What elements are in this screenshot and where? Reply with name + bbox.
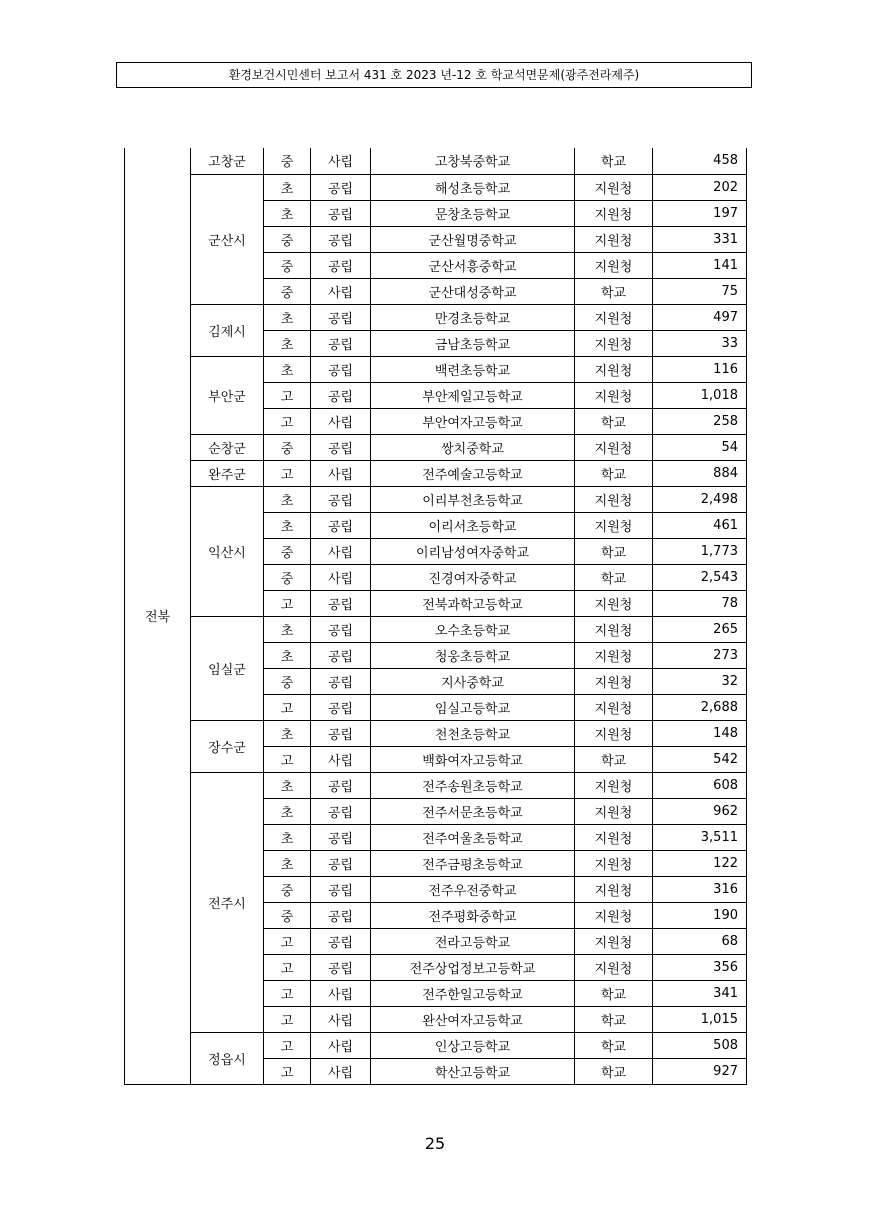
level-cell: 고: [264, 746, 311, 772]
quantity-cell: 141: [653, 252, 747, 278]
quantity-cell: 68: [653, 928, 747, 954]
type-cell: 공립: [311, 694, 371, 720]
type-cell: 공립: [311, 720, 371, 746]
quantity-cell: 54: [653, 434, 747, 460]
authority-cell: 학교: [575, 746, 653, 772]
level-cell: 고: [264, 408, 311, 434]
type-cell: 공립: [311, 772, 371, 798]
school-name-cell: 부안제일고등학교: [371, 382, 575, 408]
school-name-cell: 청웅초등학교: [371, 642, 575, 668]
quantity-cell: 1,018: [653, 382, 747, 408]
type-cell: 사립: [311, 1058, 371, 1084]
quantity-cell: 316: [653, 876, 747, 902]
school-name-cell: 군산서흥중학교: [371, 252, 575, 278]
school-name-cell: 부안여자고등학교: [371, 408, 575, 434]
level-cell: 고: [264, 590, 311, 616]
quantity-cell: 542: [653, 746, 747, 772]
school-name-cell: 전주예술고등학교: [371, 460, 575, 486]
type-cell: 사립: [311, 980, 371, 1006]
school-name-cell: 전주송원초등학교: [371, 772, 575, 798]
authority-cell: 지원청: [575, 174, 653, 200]
level-cell: 중: [264, 564, 311, 590]
school-name-cell: 군산월명중학교: [371, 226, 575, 252]
authority-cell: 학교: [575, 460, 653, 486]
authority-cell: 학교: [575, 564, 653, 590]
type-cell: 공립: [311, 902, 371, 928]
authority-cell: 지원청: [575, 876, 653, 902]
level-cell: 초: [264, 720, 311, 746]
quantity-cell: 331: [653, 226, 747, 252]
type-cell: 공립: [311, 668, 371, 694]
table-row: [125, 148, 747, 174]
quantity-cell: 265: [653, 616, 747, 642]
report-header: [116, 62, 752, 88]
authority-cell: 학교: [575, 408, 653, 434]
authority-cell: 지원청: [575, 382, 653, 408]
county-cell: 고창군: [191, 148, 264, 174]
table-row: [125, 460, 747, 486]
authority-cell: 지원청: [575, 772, 653, 798]
authority-cell: 지원청: [575, 928, 653, 954]
type-cell: 공립: [311, 642, 371, 668]
school-name-cell: 해성초등학교: [371, 174, 575, 200]
level-cell: 중: [264, 226, 311, 252]
county-cell: 군산시: [191, 174, 264, 304]
type-cell: 공립: [311, 226, 371, 252]
type-cell: 사립: [311, 564, 371, 590]
level-cell: 고: [264, 694, 311, 720]
level-cell: 고: [264, 928, 311, 954]
authority-cell: 지원청: [575, 252, 653, 278]
authority-cell: 학교: [575, 1032, 653, 1058]
type-cell: 공립: [311, 174, 371, 200]
school-name-cell: 임실고등학교: [371, 694, 575, 720]
level-cell: 고: [264, 1006, 311, 1032]
school-name-cell: 백화여자고등학교: [371, 746, 575, 772]
school-name-cell: 전주한일고등학교: [371, 980, 575, 1006]
type-cell: 공립: [311, 616, 371, 642]
quantity-cell: 608: [653, 772, 747, 798]
school-name-cell: 전라고등학교: [371, 928, 575, 954]
school-name-cell: 이리부천초등학교: [371, 486, 575, 512]
school-name-cell: 오수초등학교: [371, 616, 575, 642]
type-cell: 공립: [311, 954, 371, 980]
county-cell: 정읍시: [191, 1032, 264, 1084]
level-cell: 중: [264, 278, 311, 304]
authority-cell: 지원청: [575, 824, 653, 850]
region-cell: 전북: [125, 148, 191, 1084]
authority-cell: 지원청: [575, 668, 653, 694]
school-name-cell: 전주금평초등학교: [371, 850, 575, 876]
quantity-cell: 122: [653, 850, 747, 876]
type-cell: 공립: [311, 798, 371, 824]
school-name-cell: 문창초등학교: [371, 200, 575, 226]
level-cell: 초: [264, 512, 311, 538]
quantity-cell: 1,015: [653, 1006, 747, 1032]
quantity-cell: 1,773: [653, 538, 747, 564]
quantity-cell: 356: [653, 954, 747, 980]
type-cell: 사립: [311, 460, 371, 486]
school-name-cell: 전주우전중학교: [371, 876, 575, 902]
authority-cell: 지원청: [575, 902, 653, 928]
authority-cell: 지원청: [575, 694, 653, 720]
type-cell: 공립: [311, 928, 371, 954]
level-cell: 초: [264, 642, 311, 668]
level-cell: 중: [264, 252, 311, 278]
level-cell: 중: [264, 434, 311, 460]
county-cell: 김제시: [191, 304, 264, 356]
level-cell: 초: [264, 824, 311, 850]
authority-cell: 지원청: [575, 850, 653, 876]
type-cell: 사립: [311, 148, 371, 174]
county-cell: 완주군: [191, 460, 264, 486]
school-name-cell: 백련초등학교: [371, 356, 575, 382]
quantity-cell: 33: [653, 330, 747, 356]
table-row: [125, 174, 747, 200]
quantity-cell: 78: [653, 590, 747, 616]
school-name-cell: 만경초등학교: [371, 304, 575, 330]
level-cell: 고: [264, 1032, 311, 1058]
table-row: [125, 772, 747, 798]
level-cell: 고: [264, 980, 311, 1006]
authority-cell: 지원청: [575, 720, 653, 746]
level-cell: 중: [264, 668, 311, 694]
quantity-cell: 2,543: [653, 564, 747, 590]
school-name-cell: 전주평화중학교: [371, 902, 575, 928]
type-cell: 사립: [311, 278, 371, 304]
type-cell: 공립: [311, 876, 371, 902]
authority-cell: 지원청: [575, 486, 653, 512]
county-cell: 장수군: [191, 720, 264, 772]
type-cell: 공립: [311, 304, 371, 330]
quantity-cell: 273: [653, 642, 747, 668]
level-cell: 초: [264, 772, 311, 798]
authority-cell: 학교: [575, 278, 653, 304]
authority-cell: 지원청: [575, 512, 653, 538]
authority-cell: 학교: [575, 538, 653, 564]
county-cell: 임실군: [191, 616, 264, 720]
quantity-cell: 75: [653, 278, 747, 304]
authority-cell: 지원청: [575, 304, 653, 330]
authority-cell: 지원청: [575, 330, 653, 356]
type-cell: 공립: [311, 200, 371, 226]
school-asbestos-table: [124, 148, 747, 1085]
quantity-cell: 148: [653, 720, 747, 746]
type-cell: 사립: [311, 746, 371, 772]
type-cell: 공립: [311, 824, 371, 850]
level-cell: 초: [264, 798, 311, 824]
authority-cell: 학교: [575, 148, 653, 174]
table-row: [125, 486, 747, 512]
type-cell: 공립: [311, 434, 371, 460]
quantity-cell: 497: [653, 304, 747, 330]
quantity-cell: 508: [653, 1032, 747, 1058]
type-cell: 공립: [311, 356, 371, 382]
quantity-cell: 2,498: [653, 486, 747, 512]
authority-cell: 지원청: [575, 798, 653, 824]
quantity-cell: 116: [653, 356, 747, 382]
authority-cell: 지원청: [575, 642, 653, 668]
level-cell: 중: [264, 902, 311, 928]
table-row: [125, 720, 747, 746]
level-cell: 고: [264, 954, 311, 980]
school-name-cell: 이리남성여자중학교: [371, 538, 575, 564]
school-name-cell: 진경여자중학교: [371, 564, 575, 590]
type-cell: 사립: [311, 538, 371, 564]
quantity-cell: 962: [653, 798, 747, 824]
quantity-cell: 3,511: [653, 824, 747, 850]
level-cell: 고: [264, 460, 311, 486]
authority-cell: 학교: [575, 1006, 653, 1032]
school-name-cell: 학산고등학교: [371, 1058, 575, 1084]
authority-cell: 지원청: [575, 200, 653, 226]
quantity-cell: 2,688: [653, 694, 747, 720]
authority-cell: 지원청: [575, 590, 653, 616]
school-name-cell: 군산대성중학교: [371, 278, 575, 304]
school-name-cell: 전주서문초등학교: [371, 798, 575, 824]
report-header-title: 환경보건시민센터 보고서 431 호 2023 년-12 호 학교석면문제(광주전라제주): [228, 68, 640, 82]
table-row: [125, 304, 747, 330]
quantity-cell: 884: [653, 460, 747, 486]
type-cell: 사립: [311, 1006, 371, 1032]
quantity-cell: 461: [653, 512, 747, 538]
table-row: [125, 356, 747, 382]
level-cell: 초: [264, 356, 311, 382]
school-name-cell: 금남초등학교: [371, 330, 575, 356]
school-name-cell: 인상고등학교: [371, 1032, 575, 1058]
level-cell: 고: [264, 1058, 311, 1084]
type-cell: 사립: [311, 408, 371, 434]
type-cell: 공립: [311, 330, 371, 356]
quantity-cell: 190: [653, 902, 747, 928]
authority-cell: 지원청: [575, 616, 653, 642]
school-name-cell: 지사중학교: [371, 668, 575, 694]
level-cell: 초: [264, 330, 311, 356]
table-row: [125, 1032, 747, 1058]
type-cell: 공립: [311, 382, 371, 408]
table-row: [125, 616, 747, 642]
county-cell: 순창군: [191, 434, 264, 460]
quantity-cell: 258: [653, 408, 747, 434]
county-cell: 부안군: [191, 356, 264, 434]
level-cell: 초: [264, 486, 311, 512]
table-row: [125, 434, 747, 460]
school-name-cell: 고창북중학교: [371, 148, 575, 174]
level-cell: 중: [264, 148, 311, 174]
level-cell: 고: [264, 382, 311, 408]
level-cell: 초: [264, 174, 311, 200]
type-cell: 사립: [311, 1032, 371, 1058]
type-cell: 공립: [311, 486, 371, 512]
level-cell: 초: [264, 304, 311, 330]
school-name-cell: 이리서초등학교: [371, 512, 575, 538]
school-name-cell: 완산여자고등학교: [371, 1006, 575, 1032]
level-cell: 중: [264, 876, 311, 902]
school-name-cell: 전북과학고등학교: [371, 590, 575, 616]
type-cell: 공립: [311, 512, 371, 538]
level-cell: 초: [264, 850, 311, 876]
level-cell: 중: [264, 538, 311, 564]
authority-cell: 학교: [575, 1058, 653, 1084]
level-cell: 초: [264, 616, 311, 642]
school-name-cell: 쌍치중학교: [371, 434, 575, 460]
authority-cell: 지원청: [575, 226, 653, 252]
quantity-cell: 458: [653, 148, 747, 174]
authority-cell: 지원청: [575, 954, 653, 980]
type-cell: 공립: [311, 850, 371, 876]
type-cell: 공립: [311, 252, 371, 278]
authority-cell: 지원청: [575, 356, 653, 382]
school-name-cell: 전주상업정보고등학교: [371, 954, 575, 980]
level-cell: 초: [264, 200, 311, 226]
authority-cell: 학교: [575, 980, 653, 1006]
type-cell: 공립: [311, 590, 371, 616]
quantity-cell: 197: [653, 200, 747, 226]
quantity-cell: 341: [653, 980, 747, 1006]
page-number: 25: [424, 1134, 446, 1153]
quantity-cell: 32: [653, 668, 747, 694]
county-cell: 익산시: [191, 486, 264, 616]
quantity-cell: 202: [653, 174, 747, 200]
authority-cell: 지원청: [575, 434, 653, 460]
county-cell: 전주시: [191, 772, 264, 1032]
quantity-cell: 927: [653, 1058, 747, 1084]
school-name-cell: 천천초등학교: [371, 720, 575, 746]
school-name-cell: 전주여울초등학교: [371, 824, 575, 850]
